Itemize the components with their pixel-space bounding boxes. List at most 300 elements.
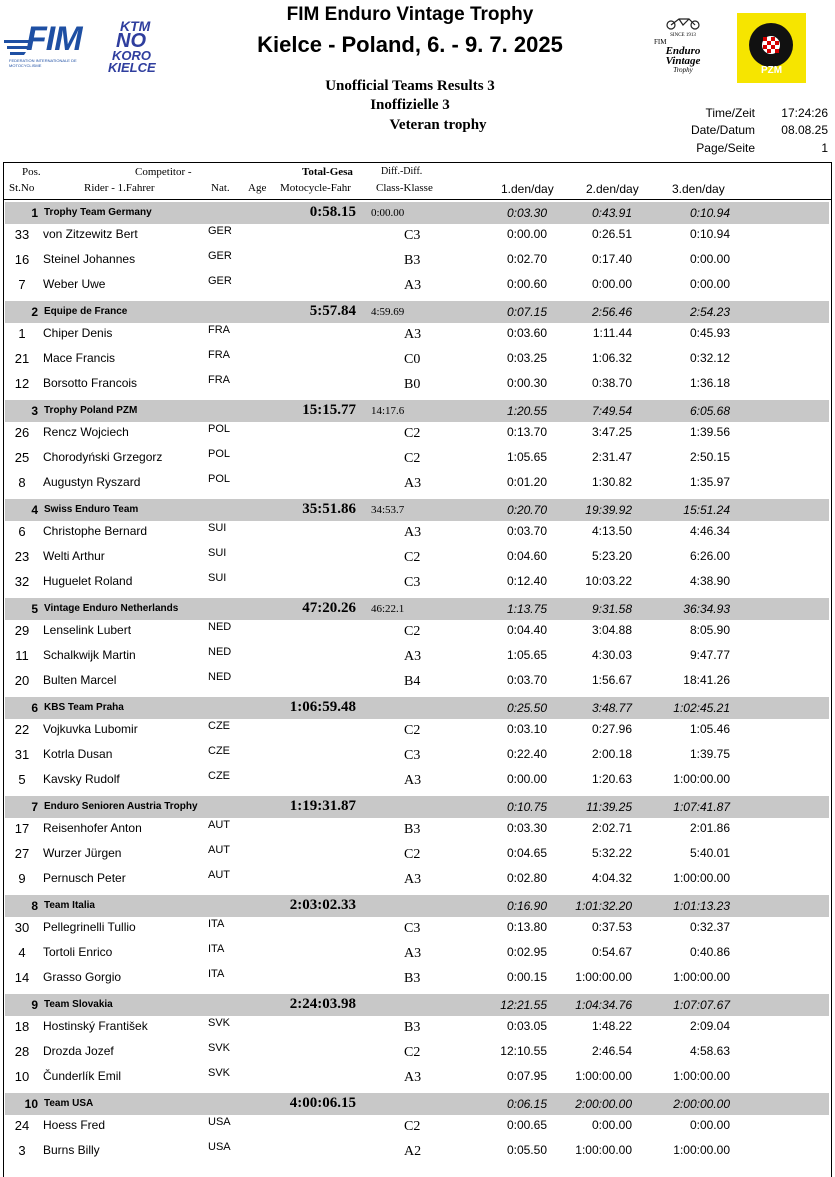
team-name: Trophy Team Germany bbox=[44, 207, 152, 218]
rider-nation: POL bbox=[208, 423, 231, 435]
rider-class: C2 bbox=[404, 624, 421, 639]
page-value: 1 bbox=[821, 141, 828, 155]
report-title-de: Inoffizielle 3 bbox=[370, 97, 450, 113]
rider-day1: 0:01.20 bbox=[506, 475, 547, 489]
rider-day1: 0:03.70 bbox=[506, 524, 547, 538]
team-total-time: 4:00:06.15 bbox=[289, 1095, 356, 1111]
rider-start-number: 16 bbox=[14, 252, 30, 267]
team-day2: 1:04:34.76 bbox=[575, 998, 632, 1012]
rider-day2: 3:04.88 bbox=[591, 623, 632, 637]
rider-nation: FRA bbox=[208, 374, 230, 386]
rider-class: C2 bbox=[404, 723, 421, 738]
team-total-time: 2:24:03.98 bbox=[289, 996, 356, 1012]
rider-start-number: 11 bbox=[15, 648, 29, 663]
rider-name: Burns Billy bbox=[43, 1143, 100, 1157]
rider-start-number: 5 bbox=[18, 772, 26, 787]
report-title: Unofficial Teams Results 3 bbox=[325, 78, 495, 94]
rider-start-number: 27 bbox=[14, 846, 30, 861]
rider-day3: 9:47.77 bbox=[689, 648, 730, 662]
rider-day2: 4:04.32 bbox=[591, 871, 632, 885]
rider-day1: 0:00.00 bbox=[506, 772, 547, 786]
rider-day2: 10:03.22 bbox=[585, 574, 632, 588]
rider-nation: SUI bbox=[208, 522, 227, 534]
team-day1: 1:20.55 bbox=[506, 404, 547, 418]
ktm-logo-line-4: KIELCE bbox=[108, 60, 156, 75]
rider-nation: NED bbox=[208, 621, 232, 633]
category-title: Veteran trophy bbox=[389, 117, 487, 133]
rider-nation: NED bbox=[208, 646, 232, 658]
rider-class: A3 bbox=[404, 476, 422, 491]
rider-day2: 0:27.96 bbox=[591, 722, 632, 736]
col-stno: St.No bbox=[9, 182, 35, 194]
rider-day2: 3:47.25 bbox=[591, 425, 632, 439]
rider-class: A3 bbox=[404, 773, 422, 788]
col-total: Total-Gesa bbox=[302, 166, 353, 178]
rider-day1: 0:03.70 bbox=[506, 673, 547, 687]
team-total-time: 1:06:59.48 bbox=[289, 699, 356, 715]
rider-day1: 0:00.30 bbox=[506, 376, 547, 390]
team-position: 10 bbox=[24, 1097, 38, 1111]
time-value: 17:24:26 bbox=[781, 106, 828, 120]
rider-name: Welti Arthur bbox=[43, 549, 105, 563]
rider-day1: 1:05.65 bbox=[506, 450, 547, 464]
rider-class: A2 bbox=[404, 1144, 422, 1159]
rider-start-number: 22 bbox=[14, 722, 30, 737]
rider-nation: SVK bbox=[208, 1017, 231, 1029]
pzm-logo bbox=[737, 13, 806, 83]
rider-nation: GER bbox=[208, 250, 232, 262]
rider-nation: NED bbox=[208, 671, 232, 683]
rider-day2: 1:06.32 bbox=[591, 351, 632, 365]
col-rider: Rider - 1.Fahrer bbox=[84, 182, 155, 194]
rider-start-number: 3 bbox=[18, 1143, 26, 1158]
team-total-time: 0:58.15 bbox=[309, 204, 356, 220]
col-competitor: Competitor - bbox=[135, 166, 192, 178]
team-day3: 1:07:41.87 bbox=[673, 800, 730, 814]
rider-day3: 1:00:00.00 bbox=[673, 1069, 730, 1083]
rider-class: B4 bbox=[404, 674, 421, 689]
vintage-logo-trophy: Trophy bbox=[673, 66, 693, 74]
rider-class: C2 bbox=[404, 550, 421, 565]
rider-name: Pellegrinelli Tullio bbox=[43, 920, 136, 934]
rider-day3: 1:39.56 bbox=[689, 425, 730, 439]
team-position: 9 bbox=[31, 998, 38, 1012]
team-day1: 0:25.50 bbox=[506, 701, 547, 715]
rider-day1: 0:03.60 bbox=[506, 326, 547, 340]
team-total-time: 35:51.86 bbox=[302, 501, 356, 517]
team-diff: 34:53.7 bbox=[371, 504, 405, 516]
ktm-logo-line-3: KORO bbox=[112, 48, 151, 63]
col-nat: Nat. bbox=[211, 182, 230, 194]
rider-day2: 1:20.63 bbox=[591, 772, 632, 786]
rider-nation: CZE bbox=[208, 745, 230, 757]
rider-class: C2 bbox=[404, 451, 421, 466]
rider-day1: 0:03.25 bbox=[506, 351, 547, 365]
rider-name: Borsotto Francois bbox=[43, 376, 138, 390]
time-label: Time/Zeit bbox=[705, 106, 755, 120]
team-day3: 0:10.94 bbox=[689, 206, 730, 220]
team-total-time: 15:15.77 bbox=[302, 402, 356, 418]
team-day2: 19:39.92 bbox=[585, 503, 632, 517]
col-day2: 2.den/day bbox=[586, 182, 639, 196]
rider-class: B0 bbox=[404, 377, 421, 392]
rider-day3: 18:41.26 bbox=[683, 673, 730, 687]
rider-day2: 1:30.82 bbox=[591, 475, 632, 489]
rider-day3: 6:26.00 bbox=[689, 549, 730, 563]
rider-day2: 1:48.22 bbox=[591, 1019, 632, 1033]
vintage-logo-vintage: Vintage bbox=[665, 55, 701, 67]
rider-day1: 0:04.40 bbox=[506, 623, 547, 637]
rider-day3: 0:00.00 bbox=[689, 252, 730, 266]
rider-start-number: 33 bbox=[14, 227, 30, 242]
rider-day1: 0:03.30 bbox=[506, 821, 547, 835]
team-day3: 6:05.68 bbox=[689, 404, 730, 418]
rider-day1: 0:00.65 bbox=[506, 1118, 547, 1132]
rider-start-number: 32 bbox=[14, 574, 30, 589]
rider-start-number: 31 bbox=[14, 747, 30, 762]
rider-name: Grasso Gorgio bbox=[43, 970, 122, 984]
rider-nation: POL bbox=[208, 473, 231, 485]
rider-nation: USA bbox=[208, 1141, 231, 1153]
rider-start-number: 29 bbox=[14, 623, 30, 638]
rider-day3: 2:50.15 bbox=[689, 450, 730, 464]
table-left-rule bbox=[3, 162, 4, 1177]
team-position: 8 bbox=[31, 899, 38, 913]
rider-nation: AUT bbox=[208, 819, 230, 831]
rider-nation: ITA bbox=[208, 918, 225, 930]
rider-nation: USA bbox=[208, 1116, 231, 1128]
team-day1: 0:07.15 bbox=[506, 305, 547, 319]
rider-day2: 2:31.47 bbox=[591, 450, 632, 464]
team-day1: 1:13.75 bbox=[506, 602, 547, 616]
rider-class: B3 bbox=[404, 822, 421, 837]
rider-day2: 0:38.70 bbox=[591, 376, 632, 390]
team-day1: 0:06.15 bbox=[506, 1097, 547, 1111]
team-diff: 46:22.1 bbox=[371, 603, 405, 615]
rider-name: Tortoli Enrico bbox=[43, 945, 113, 959]
team-position: 1 bbox=[31, 206, 38, 220]
team-day1: 12:21.55 bbox=[500, 998, 547, 1012]
rider-day1: 1:05.65 bbox=[506, 648, 547, 662]
rider-day2: 0:00.00 bbox=[591, 1118, 632, 1132]
rider-class: B3 bbox=[404, 253, 421, 268]
ktm-logo-line-1: KTM bbox=[120, 18, 151, 34]
rider-name: Hostinský František bbox=[43, 1019, 148, 1033]
team-position: 4 bbox=[31, 503, 38, 517]
rider-day2: 4:13.50 bbox=[591, 524, 632, 538]
rider-day2: 0:54.67 bbox=[591, 945, 632, 959]
rider-name: Mace Francis bbox=[43, 351, 116, 365]
rider-day3: 1:39.75 bbox=[689, 747, 730, 761]
rider-name: Kavsky Rudolf bbox=[43, 772, 120, 786]
rider-start-number: 28 bbox=[14, 1044, 30, 1059]
vintage-logo-fim: FIM bbox=[654, 38, 667, 46]
rider-class: C3 bbox=[404, 921, 421, 936]
rider-day1: 0:02.70 bbox=[506, 252, 547, 266]
ktm-kielce-logo bbox=[104, 18, 188, 75]
rider-start-number: 18 bbox=[14, 1019, 30, 1034]
team-day2: 2:56.46 bbox=[591, 305, 632, 319]
rider-nation: GER bbox=[208, 225, 232, 237]
team-name: Enduro Senioren Austria Trophy bbox=[44, 801, 198, 812]
col-class: Class-Klasse bbox=[376, 182, 433, 194]
rider-start-number: 8 bbox=[18, 475, 26, 490]
rider-day1: 0:00.60 bbox=[506, 277, 547, 291]
team-total-time: 1:19:31.87 bbox=[289, 798, 356, 814]
table-right-rule bbox=[831, 162, 832, 1177]
rider-day3: 1:05.46 bbox=[689, 722, 730, 736]
page-label: Page/Seite bbox=[696, 141, 755, 155]
fim-logo-text: FIM bbox=[26, 20, 82, 58]
rider-day1: 0:13.80 bbox=[506, 920, 547, 934]
rider-class: C2 bbox=[404, 426, 421, 441]
team-day2: 9:31.58 bbox=[591, 602, 632, 616]
rider-day1: 0:02.80 bbox=[506, 871, 547, 885]
rider-day1: 0:13.70 bbox=[506, 425, 547, 439]
rider-day3: 2:09.04 bbox=[689, 1019, 730, 1033]
team-day3: 1:07:07.67 bbox=[673, 998, 730, 1012]
team-position: 5 bbox=[31, 602, 38, 616]
rider-name: Wurzer Jürgen bbox=[43, 846, 122, 860]
team-day3: 36:34.93 bbox=[683, 602, 730, 616]
rider-start-number: 9 bbox=[18, 871, 26, 886]
rider-nation: FRA bbox=[208, 349, 230, 361]
rider-name: Christophe Bernard bbox=[43, 524, 148, 538]
rider-day1: 0:03.10 bbox=[506, 722, 547, 736]
rider-name: Huguelet Roland bbox=[43, 574, 133, 588]
rider-start-number: 26 bbox=[14, 425, 30, 440]
rider-class: A3 bbox=[404, 525, 422, 540]
rider-name: Lenselink Lubert bbox=[43, 623, 132, 637]
rider-day1: 0:04.60 bbox=[506, 549, 547, 563]
rider-day1: 12:10.55 bbox=[500, 1044, 547, 1058]
rider-class: B3 bbox=[404, 971, 421, 986]
rider-nation: FRA bbox=[208, 324, 230, 336]
rider-day3: 1:35.97 bbox=[689, 475, 730, 489]
rider-class: A3 bbox=[404, 649, 422, 664]
rider-day3: 2:01.86 bbox=[689, 821, 730, 835]
team-day3: 1:02:45.21 bbox=[673, 701, 730, 715]
team-day1: 0:03.30 bbox=[506, 206, 547, 220]
team-day2: 3:48.77 bbox=[591, 701, 632, 715]
rider-day1: 0:22.40 bbox=[506, 747, 547, 761]
rider-day3: 1:00:00.00 bbox=[673, 970, 730, 984]
rider-day2: 2:46.54 bbox=[591, 1044, 632, 1058]
team-name: Team Slovakia bbox=[44, 999, 113, 1010]
rider-nation: AUT bbox=[208, 844, 230, 856]
team-position: 6 bbox=[31, 701, 38, 715]
rider-nation: SVK bbox=[208, 1042, 231, 1054]
team-diff: 4:59.69 bbox=[371, 306, 405, 318]
rider-start-number: 21 bbox=[14, 351, 30, 366]
rider-name: Steinel Johannes bbox=[43, 252, 136, 266]
team-day1: 0:10.75 bbox=[506, 800, 547, 814]
rider-day1: 0:00.15 bbox=[506, 970, 547, 984]
rider-day3: 4:46.34 bbox=[689, 524, 730, 538]
rider-class: A3 bbox=[404, 327, 422, 342]
rider-start-number: 24 bbox=[14, 1118, 30, 1133]
rider-day2: 0:00.00 bbox=[591, 277, 632, 291]
rider-start-number: 4 bbox=[18, 945, 26, 960]
rider-name: Drozda Jozef bbox=[43, 1044, 114, 1058]
rider-day2: 1:00:00.00 bbox=[575, 1069, 632, 1083]
rider-day3: 0:45.93 bbox=[689, 326, 730, 340]
rider-day3: 4:38.90 bbox=[689, 574, 730, 588]
rider-start-number: 20 bbox=[14, 673, 30, 688]
rider-day2: 1:00:00.00 bbox=[575, 970, 632, 984]
team-name: Team Italia bbox=[44, 900, 95, 911]
rider-name: Vojkuvka Lubomir bbox=[43, 722, 138, 736]
col-diff: Diff.-Diff. bbox=[381, 166, 423, 177]
team-name: Trophy Poland PZM bbox=[44, 405, 138, 416]
rider-nation: SVK bbox=[208, 1067, 231, 1079]
rider-start-number: 10 bbox=[14, 1069, 30, 1084]
team-name: KBS Team Praha bbox=[44, 702, 124, 713]
rider-day2: 1:11.44 bbox=[592, 326, 632, 340]
col-age: Age bbox=[248, 182, 267, 194]
team-total-time: 5:57.84 bbox=[309, 303, 356, 319]
rider-class: A3 bbox=[404, 946, 422, 961]
rider-day3: 8:05.90 bbox=[689, 623, 730, 637]
team-name: Equipe de France bbox=[44, 306, 128, 317]
col-motorcycle: Motocycle-Fahr bbox=[280, 182, 351, 194]
rider-nation: SUI bbox=[208, 547, 227, 559]
vintage-logo-since: SINCE 1913 bbox=[670, 33, 696, 38]
rider-day3: 0:00.00 bbox=[689, 1118, 730, 1132]
rider-class: C3 bbox=[404, 748, 421, 763]
team-name: Vintage Enduro Netherlands bbox=[44, 603, 179, 614]
rider-day2: 0:37.53 bbox=[591, 920, 632, 934]
rider-nation: SUI bbox=[208, 572, 227, 584]
team-total-time: 47:20.26 bbox=[302, 600, 356, 616]
rider-day3: 0:40.86 bbox=[689, 945, 730, 959]
rider-day3: 4:58.63 bbox=[689, 1044, 730, 1058]
team-day3: 1:01:13.23 bbox=[673, 899, 730, 913]
rider-name: Weber Uwe bbox=[43, 277, 106, 291]
rider-day2: 0:17.40 bbox=[591, 252, 632, 266]
rider-day1: 0:02.95 bbox=[506, 945, 547, 959]
team-name: Swiss Enduro Team bbox=[44, 504, 139, 515]
rider-name: Rencz Wojciech bbox=[43, 425, 129, 439]
rider-day3: 1:00:00.00 bbox=[673, 772, 730, 786]
rider-nation: ITA bbox=[208, 968, 225, 980]
event-title: FIM Enduro Vintage Trophy bbox=[286, 4, 534, 25]
rider-day2: 5:32.22 bbox=[591, 846, 632, 860]
rider-class: C2 bbox=[404, 847, 421, 862]
rider-nation: CZE bbox=[208, 720, 230, 732]
rider-nation: ITA bbox=[208, 943, 225, 955]
rider-day3: 0:00.00 bbox=[689, 277, 730, 291]
vintage-trophy-logo bbox=[652, 14, 714, 80]
team-day2: 1:01:32.20 bbox=[575, 899, 632, 913]
rider-day3: 1:36.18 bbox=[689, 376, 730, 390]
rider-day2: 4:30.03 bbox=[591, 648, 632, 662]
rider-class: C2 bbox=[404, 1045, 421, 1060]
team-total-time: 2:03:02.33 bbox=[289, 897, 356, 913]
rider-start-number: 30 bbox=[14, 920, 30, 935]
table-header-rule bbox=[3, 199, 832, 200]
rider-start-number: 12 bbox=[14, 376, 30, 391]
rider-name: Čunderlík Emil bbox=[43, 1069, 122, 1083]
rider-start-number: 17 bbox=[14, 821, 30, 836]
team-day2: 11:39.25 bbox=[586, 800, 632, 814]
rider-start-number: 7 bbox=[18, 277, 26, 292]
rider-day2: 2:00.18 bbox=[591, 747, 632, 761]
rider-day2: 1:00:00.00 bbox=[575, 1143, 632, 1157]
rider-day3: 1:00:00.00 bbox=[673, 1143, 730, 1157]
col-day1: 1.den/day bbox=[501, 182, 554, 196]
rider-name: Reisenhofer Anton bbox=[43, 821, 142, 835]
team-day1: 0:20.70 bbox=[506, 503, 547, 517]
team-position: 2 bbox=[31, 305, 38, 319]
rider-nation: GER bbox=[208, 275, 232, 287]
rider-class: C3 bbox=[404, 575, 421, 590]
table-top-rule bbox=[3, 162, 832, 163]
rider-start-number: 14 bbox=[14, 970, 30, 985]
rider-day2: 2:02.71 bbox=[591, 821, 632, 835]
rider-name: Chorodyński Grzegorz bbox=[43, 450, 163, 464]
rider-day3: 5:40.01 bbox=[689, 846, 730, 860]
rider-day3: 0:32.12 bbox=[689, 351, 730, 365]
date-value: 08.08.25 bbox=[781, 123, 828, 137]
rider-name: Chiper Denis bbox=[43, 326, 113, 340]
col-pos: Pos. bbox=[22, 166, 41, 178]
rider-class: C3 bbox=[404, 228, 421, 243]
team-day2: 7:49.54 bbox=[591, 404, 632, 418]
col-day3: 3.den/day bbox=[672, 182, 725, 196]
rider-name: Pernusch Peter bbox=[43, 871, 126, 885]
rider-start-number: 1 bbox=[18, 326, 26, 341]
event-place: Kielce - Poland, 6. - 9. 7. 2025 bbox=[257, 32, 563, 57]
team-diff: 14:17.6 bbox=[371, 405, 405, 417]
rider-day1: 0:00.00 bbox=[506, 227, 547, 241]
rider-day1: 0:05.50 bbox=[506, 1143, 547, 1157]
fim-logo bbox=[4, 18, 96, 70]
rider-class: A3 bbox=[404, 278, 422, 293]
rider-name: Kotrla Dusan bbox=[43, 747, 113, 761]
fim-logo-subtext: FEDERATION INTERNATIONALE DE MOTOCYCLISME bbox=[9, 58, 77, 68]
ktm-logo-line-2: NO bbox=[116, 30, 146, 52]
rider-day3: 1:00:00.00 bbox=[673, 871, 730, 885]
team-day3: 15:51.24 bbox=[683, 503, 730, 517]
rider-start-number: 25 bbox=[14, 450, 30, 465]
team-position: 7 bbox=[31, 800, 38, 814]
vintage-logo-enduro: Enduro bbox=[665, 45, 701, 57]
rider-class: C2 bbox=[404, 1119, 421, 1134]
team-name: Team USA bbox=[44, 1098, 94, 1109]
team-day2: 0:43.91 bbox=[591, 206, 632, 220]
team-diff: 0:00.00 bbox=[371, 207, 405, 219]
team-day3: 2:00:00.00 bbox=[673, 1097, 730, 1111]
team-day3: 2:54.23 bbox=[689, 305, 730, 319]
rider-start-number: 6 bbox=[18, 524, 26, 539]
rider-class: A3 bbox=[404, 1070, 422, 1085]
motorcycle-icon bbox=[663, 14, 703, 30]
rider-name: von Zitzewitz Bert bbox=[43, 227, 138, 241]
rider-day1: 0:07.95 bbox=[506, 1069, 547, 1083]
team-day2: 2:00:00.00 bbox=[575, 1097, 632, 1111]
rider-name: Augustyn Ryszard bbox=[43, 475, 141, 489]
rider-day1: 0:12.40 bbox=[506, 574, 547, 588]
rider-class: C0 bbox=[404, 352, 421, 367]
team-position: 3 bbox=[31, 404, 38, 418]
rider-name: Hoess Fred bbox=[43, 1118, 106, 1132]
rider-day1: 0:03.05 bbox=[506, 1019, 547, 1033]
rider-day1: 0:04.65 bbox=[506, 846, 547, 860]
rider-name: Bulten Marcel bbox=[43, 673, 117, 687]
rider-nation: CZE bbox=[208, 770, 230, 782]
rider-day2: 1:56.67 bbox=[591, 673, 632, 687]
